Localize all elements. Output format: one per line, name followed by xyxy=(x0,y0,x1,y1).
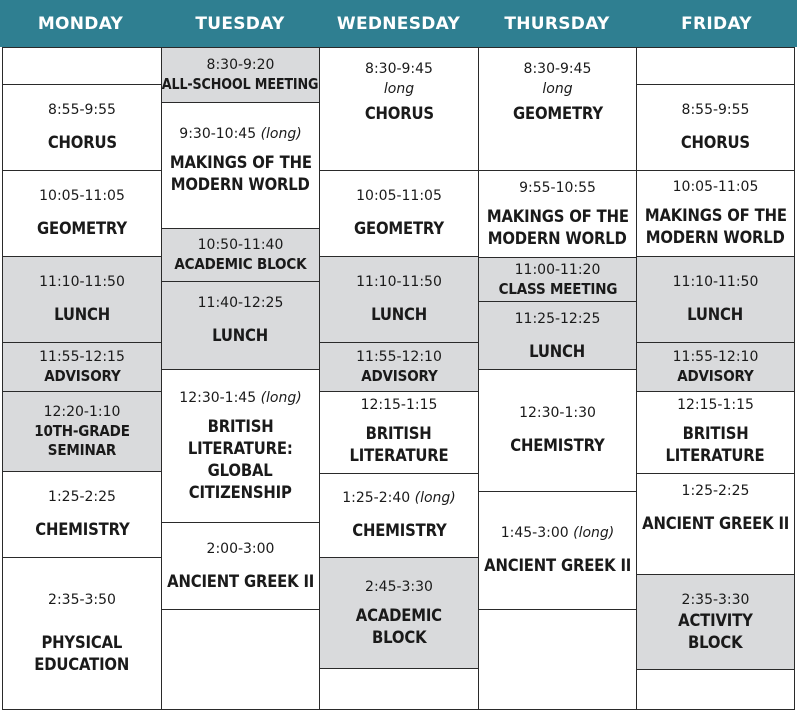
long-note: (long) xyxy=(414,490,456,506)
time-range: 1:25-2:40 xyxy=(342,490,411,506)
block-subject: ACADEMIC BLOCK xyxy=(174,255,307,273)
block-time xyxy=(342,489,456,508)
block-subject: ANCIENT GREEK II xyxy=(484,556,631,575)
block-time xyxy=(179,389,301,408)
block-time: 2:35-3:50 xyxy=(48,592,116,608)
block-subject: 10TH-GRADE xyxy=(34,422,130,440)
block-subject: GEOMETRY xyxy=(354,219,444,238)
friday-greek-block xyxy=(636,473,795,575)
block-subject: SEMINAR xyxy=(47,441,117,459)
block-time: 8:55-9:55 xyxy=(48,102,116,118)
block-subject: BLOCK xyxy=(371,627,427,647)
block-time: 2:45-3:30 xyxy=(365,578,433,595)
tuesday-empty-slot xyxy=(161,609,320,710)
block-subject: CHEMISTRY xyxy=(510,436,605,455)
block-subject: ACTIVITY xyxy=(678,610,753,630)
block-time: 12:15-1:15 xyxy=(677,397,754,413)
block-time: 8:30-9:45 xyxy=(365,61,433,77)
wednesday-chorus-block xyxy=(319,47,479,171)
block-time: 11:10-11:50 xyxy=(356,274,442,290)
block-subject: MAKINGS OF THE xyxy=(486,206,629,226)
day-header-monday: MONDAY xyxy=(0,0,161,47)
block-subject: ANCIENT GREEK II xyxy=(167,571,314,591)
block-subject: GEOMETRY xyxy=(512,104,603,123)
block-subject: CHORUS xyxy=(364,104,434,123)
block-time: 11:10-11:50 xyxy=(39,274,125,290)
tuesday-makings-block xyxy=(161,102,320,229)
long-note: (long) xyxy=(573,525,615,541)
block-subject: ADVISORY xyxy=(677,367,754,385)
day-header-wednesday: WEDNESDAY xyxy=(319,0,478,47)
block-subject: PHYSICAL xyxy=(41,633,123,652)
wednesday-academic-block xyxy=(319,557,479,669)
block-subject: LUNCH xyxy=(212,326,269,345)
monday-advisory-block xyxy=(2,342,162,392)
monday-lunch-block xyxy=(2,256,162,343)
time-range: 1:45-3:00 xyxy=(500,525,569,541)
block-subject: CHORUS xyxy=(680,133,751,152)
block-time: 9:55-10:55 xyxy=(519,179,596,196)
thursday-greek-block xyxy=(478,491,637,610)
block-time: 11:10-11:50 xyxy=(672,274,759,290)
block-time: 12:30-1:30 xyxy=(519,405,596,421)
block-subject: MODERN WORLD xyxy=(646,228,785,247)
tuesday-meeting-block xyxy=(161,47,320,103)
block-time xyxy=(179,125,301,144)
long-note: long xyxy=(383,81,415,97)
block-subject: LUNCH xyxy=(687,305,744,324)
block-subject: MAKINGS OF THE xyxy=(169,153,312,172)
block-subject: CHEMISTRY xyxy=(351,521,447,540)
block-time: 11:55-12:10 xyxy=(356,349,442,365)
wednesday-advisory-block xyxy=(319,342,479,392)
block-subject: LITERATURE: xyxy=(188,438,293,458)
tuesday-greek-block xyxy=(161,522,320,610)
block-time: 12:15-1:15 xyxy=(360,397,438,413)
block-subject: GEOMETRY xyxy=(37,219,127,238)
thursday-makings-block xyxy=(478,170,637,258)
block-subject: CHORUS xyxy=(47,133,117,152)
block-subject: CLASS MEETING xyxy=(498,279,617,298)
block-time: 11:25-12:25 xyxy=(514,311,601,327)
block-time: 1:25-2:25 xyxy=(681,483,750,499)
friday-chorus-block xyxy=(636,84,795,171)
block-time: 11:40-12:25 xyxy=(197,295,284,311)
monday-pe-block xyxy=(2,557,162,710)
block-subject: CITIZENSHIP xyxy=(189,482,292,502)
block-subject: BLOCK xyxy=(688,632,743,652)
block-subject: MODERN WORLD xyxy=(171,175,310,194)
thursday-geometry-block xyxy=(478,47,637,171)
block-subject: BRITISH xyxy=(682,424,749,443)
block-time: 10:05-11:05 xyxy=(39,188,125,204)
block-subject: ADVISORY xyxy=(43,367,121,385)
block-time: 10:50-11:40 xyxy=(197,237,284,253)
wednesday-empty-slot xyxy=(319,668,479,710)
block-time: 1:25-2:25 xyxy=(48,489,116,505)
block-subject: LUNCH xyxy=(371,305,427,324)
monday-seminar-block xyxy=(2,391,162,472)
friday-lunch-block xyxy=(636,256,795,343)
block-time: 2:00-3:00 xyxy=(206,540,275,557)
tuesday-academic-block xyxy=(161,228,320,282)
friday-empty-slot xyxy=(636,47,795,85)
day-header-tuesday: TUESDAY xyxy=(161,0,319,47)
block-time xyxy=(501,524,615,543)
block-subject: CHEMISTRY xyxy=(34,520,130,539)
thursday-classmeeting-block xyxy=(478,257,637,302)
monday-chemistry-block xyxy=(2,471,162,558)
thursday-empty-slot xyxy=(478,609,637,710)
time-range: 12:30-1:45 xyxy=(179,389,257,406)
block-subject: LITERATURE xyxy=(665,446,765,465)
block-time: 8:55-9:55 xyxy=(681,102,750,118)
tuesday-british-block xyxy=(161,369,320,523)
friday-activity-block xyxy=(636,574,795,670)
block-subject: BRITISH xyxy=(366,424,432,443)
day-header-thursday: THURSDAY xyxy=(478,0,636,47)
wednesday-chemistry-block xyxy=(319,473,479,558)
block-time: 11:55-12:15 xyxy=(39,349,125,365)
block-time: 2:35-3:30 xyxy=(681,591,750,608)
block-time: 11:00-11:20 xyxy=(514,261,601,278)
block-subject: MODERN WORLD xyxy=(488,228,627,248)
block-subject: ALL-SCHOOL MEETING xyxy=(162,75,319,93)
friday-british-block xyxy=(636,391,795,474)
block-subject: GLOBAL xyxy=(208,460,273,480)
monday-geometry-block xyxy=(2,170,162,257)
wednesday-british-block xyxy=(319,391,479,474)
block-time: 12:20-1:10 xyxy=(43,404,121,420)
block-subject: LUNCH xyxy=(529,342,586,361)
block-subject: ANCIENT GREEK II xyxy=(642,514,789,533)
thursday-lunch-block xyxy=(478,301,637,370)
block-time: 11:55-12:10 xyxy=(672,349,759,365)
thursday-chemistry-block xyxy=(478,369,637,492)
time-range: 9:30-10:45 xyxy=(179,126,257,142)
friday-advisory-block xyxy=(636,342,795,392)
block-subject: LITERATURE xyxy=(349,446,449,465)
day-header-friday: FRIDAY xyxy=(636,0,797,47)
monday-empty-slot xyxy=(2,47,162,85)
long-note: (long) xyxy=(260,126,302,142)
long-note: (long) xyxy=(260,389,302,406)
block-time: 10:05-11:05 xyxy=(356,188,442,204)
block-subject: LUNCH xyxy=(54,305,110,324)
block-subject: ACADEMIC xyxy=(355,605,443,625)
friday-empty-slot-bottom xyxy=(636,669,795,710)
block-subject: ADVISORY xyxy=(360,367,438,385)
block-time: 8:30-9:45 xyxy=(523,61,592,77)
monday-chorus-block xyxy=(2,84,162,171)
wednesday-lunch-block xyxy=(319,256,479,343)
block-subject: BRITISH xyxy=(207,416,274,436)
long-note: long xyxy=(542,81,573,97)
friday-makings-block xyxy=(636,170,795,257)
tuesday-lunch-block xyxy=(161,281,320,370)
wednesday-geometry-block xyxy=(319,170,479,257)
block-time: 10:05-11:05 xyxy=(672,179,759,195)
block-subject: EDUCATION xyxy=(34,655,130,674)
block-time: 8:30-9:20 xyxy=(206,57,275,73)
block-subject: MAKINGS OF THE xyxy=(644,206,787,225)
